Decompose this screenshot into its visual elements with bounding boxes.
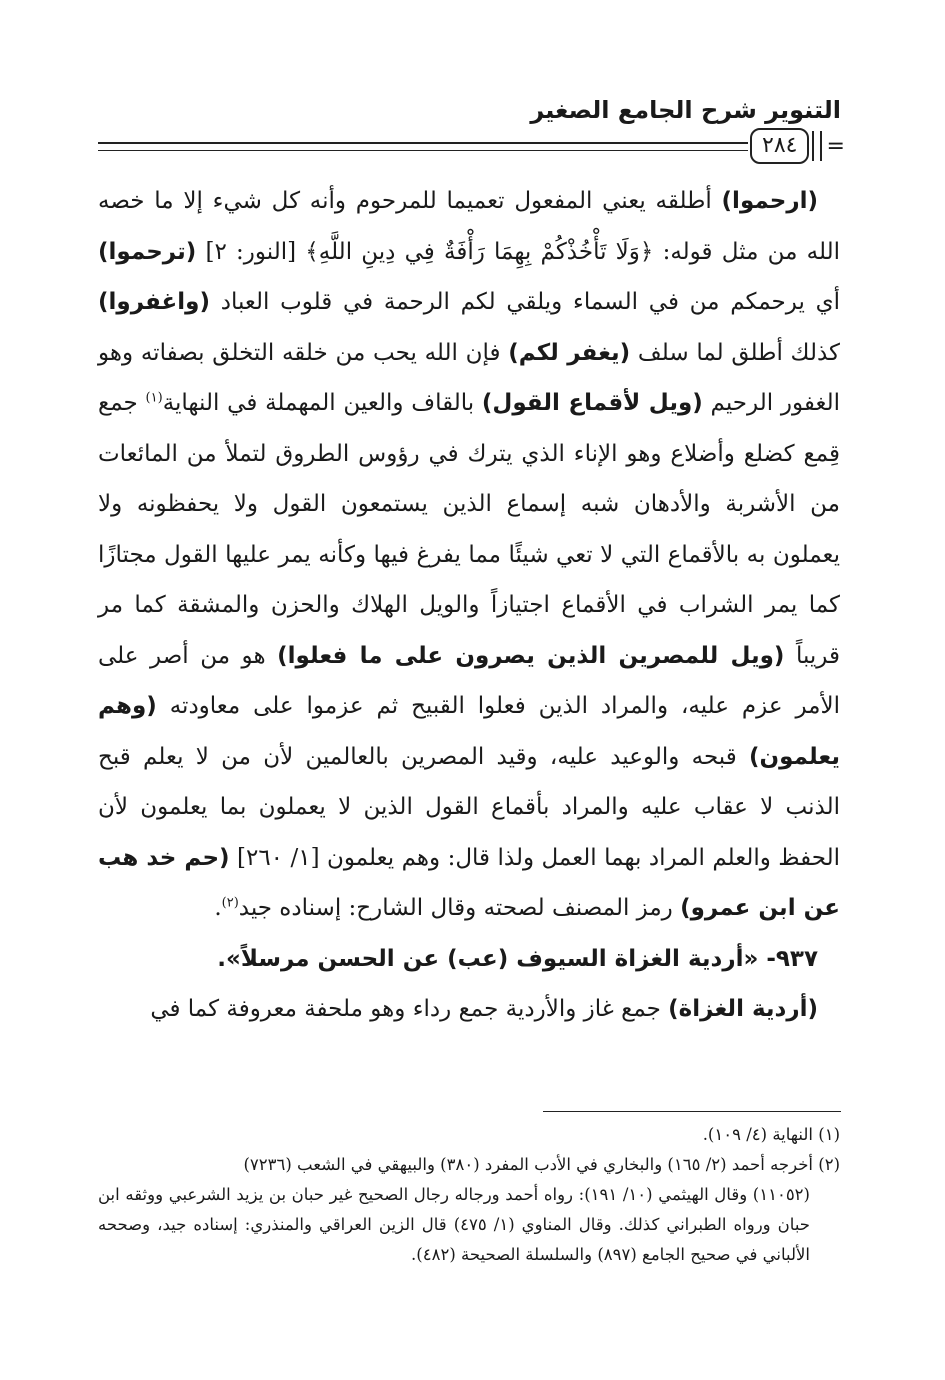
quoted-term: (واغفروا)	[98, 289, 210, 315]
footnote-separator	[543, 1111, 841, 1112]
quoted-term: (أردية الغزاة)	[668, 996, 818, 1022]
running-title: التنوير شرح الجامع الصغير	[530, 96, 841, 124]
commentary-text: .	[214, 895, 222, 921]
footnote-ref-1[interactable]: (١)	[145, 390, 163, 406]
commentary-text: جمع غاز والأردية جمع رداء وهو ملحفة معروفة كما في	[150, 996, 669, 1022]
page-number-ornament	[812, 131, 822, 161]
quoted-term: (ارحموا)	[721, 188, 818, 214]
footnote-1: (١) النهاية (٤/ ١٠٩).	[702, 1125, 840, 1144]
header-rule-top	[98, 142, 748, 144]
quoted-term: (ويل للمصرين الذين يصرون على ما فعلوا)	[277, 642, 785, 669]
page-number: ٢٨٤	[750, 128, 809, 164]
commentary-paragraph-2	[98, 984, 840, 1035]
quoted-term: (يغفر لكم)	[508, 339, 631, 366]
page-number-dash: =	[826, 133, 845, 159]
commentary-text: بالقاف والعين المهملة في النهاية	[162, 390, 482, 416]
hadith-heading	[98, 934, 840, 985]
commentary-text: جمع قِمع كضلع وأضلاع وهو الإناء الذي يترك في رؤوس الطروق لتملأ من المائعات من الأشربة والأدهان شبه إسماع الذين يستمعون القول ولا يحفظونه ولا يعملون به بالأقماع التي لا تعي شيئًا مما يفرغ فيها وكأنه يمر عليها القول مجتازًا كما يمر الشراب في الأقماع اجتيازاً والويل الهلاك والحزن والمشقة كما مر قريباً	[98, 390, 840, 669]
quoted-term: (ويل لأقماع القول)	[481, 390, 703, 416]
header-rule-bottom	[98, 150, 748, 151]
commentary-text: قبحه والوعيد عليه، وقيد المصرين بالعالمين لأن من لا يعلم قبح الذنب لا عقاب عليه والمراد بأقماع القول الذين لا يعملون بما يعلمون لأن الحفظ والعلم المراد بهما العمل ولذا قال: وهم يعلمون [١/ ٢٦٠]	[98, 743, 840, 871]
footnote-2-line-1: (٢) أخرجه أحمد (٢/ ١٦٥) والبخاري في الأدب المفرد (٣٨٠) والبيهقي في الشعب (٧٢٣٦)	[243, 1155, 840, 1174]
commentary-text: فإن الله يحب من خلقه التخلق بصفاته وهو الغفور الرحيم	[98, 339, 840, 416]
footnotes	[98, 1120, 840, 1270]
source-citation: (حم خد هب عن ابن عمرو)	[98, 844, 840, 921]
commentary-text: رمز المصنف لصحته وقال الشارح: إسناده جيد	[238, 895, 681, 921]
hadith-text: ٩٣٧- «أردية الغزاة السيوف (عب) عن الحسن مرسلاً».	[217, 945, 818, 972]
commentary-paragraph-1	[98, 176, 840, 934]
footnote-ref-2[interactable]: (٢)	[221, 895, 239, 911]
commentary-text: أطلقه يعني المفعول تعميما للمرحوم وأنه كل شيء إلا ما خصه الله من مثل قوله: ﴿وَلَا تَأْخُذْكُمْ بِهِمَا رَأْفَةٌ فِي دِينِ اللَّهِ﴾ [النور: ٢]	[98, 188, 840, 265]
quoted-term: (وهم يعلمون)	[98, 693, 840, 770]
commentary-text: أي يرحمكم من في السماء ويلقي لكم الرحمة في قلوب العباد	[209, 289, 840, 315]
commentary-text: هو من أصر على الأمر عزم عليه، والمراد الذين فعلوا القبيح ثم عزموا على معاودته	[98, 642, 840, 719]
commentary-text: كذلك أطلق لما سلف	[630, 339, 840, 366]
main-text	[98, 176, 840, 1035]
footnote-2-continuation: (١١٠٥٢) وقال الهيثمي (١٠/ ١٩١): رواه أحمد ورجاله رجال الصحيح غير حبان بن يزيد الشرعبي ووثقه ابن حبان ورواه الطبراني كذلك. وقال المناوي (١/ ٤٧٥) قال الزين العراقي والمنذري: إسناده جيد، وصححه الألباني في صحيح الجامع (٨٩٧) والسلسلة الصحيحة (٤٨٢).	[98, 1185, 810, 1264]
quoted-term: (ترحموا)	[98, 238, 197, 265]
page-number-frame	[750, 127, 845, 165]
